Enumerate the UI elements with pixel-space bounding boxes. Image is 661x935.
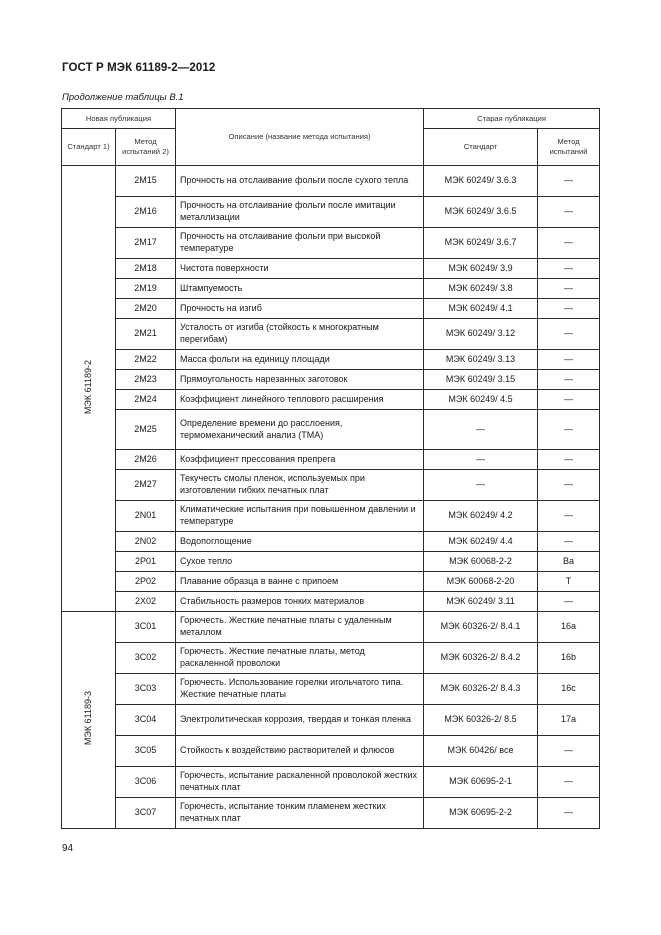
new-publication-header: Новая публикация [62, 109, 176, 129]
description-cell: Стойкость к воздействию растворителей и флюсов [176, 736, 424, 767]
old-standard-cell: МЭК 60326-2/ 8.4.3 [424, 674, 538, 705]
old-method-cell: 17a [538, 705, 600, 736]
description-cell: Горючесть. Использование горелки игольчатого типа. Жесткие печатные платы [176, 674, 424, 705]
method-code-cell: 2M27 [116, 470, 176, 501]
table-row [62, 259, 600, 279]
old-standard-cell: МЭК 60249/ 3.13 [424, 350, 538, 370]
old-method-cell: — [538, 736, 600, 767]
old-standard-cell: МЭК 60249/ 3.6.3 [424, 166, 538, 197]
table-caption: Продолжение таблицы В.1 [62, 92, 184, 103]
method-code-cell: 2M18 [116, 259, 176, 279]
method-code-cell: 3C01 [116, 612, 176, 643]
description-cell: Прочность на отслаивание фольги после имитации металлизации [176, 197, 424, 228]
standard-header: Стандарт 1) [62, 129, 116, 166]
old-standard-cell: МЭК 60249/ 3.6.7 [424, 228, 538, 259]
old-standard-cell: МЭК 60695-2-1 [424, 767, 538, 798]
table-row [62, 592, 600, 612]
method-code-cell: 2M16 [116, 197, 176, 228]
table-row [62, 612, 600, 643]
description-cell: Определение времени до расслоения, термомеханический анализ (ТМА) [176, 410, 424, 450]
table-row [62, 643, 600, 674]
method-code-cell: 2M21 [116, 319, 176, 350]
method-header: Метод испытаний 2) [116, 129, 176, 166]
table-row [62, 370, 600, 390]
table-row [62, 299, 600, 319]
table-row [62, 166, 600, 197]
old-standard-cell: МЭК 60326-2/ 8.5 [424, 705, 538, 736]
table-body [62, 166, 600, 829]
group-standard-cell [62, 166, 116, 612]
old-method-cell: — [538, 197, 600, 228]
old-standard-header: Стандарт [424, 129, 538, 166]
table-header [62, 109, 600, 166]
old-standard-cell: МЭК 60695-2-2 [424, 798, 538, 829]
table-row [62, 470, 600, 501]
table-row [62, 501, 600, 532]
description-cell: Масса фольги на единицу площади [176, 350, 424, 370]
old-method-cell: — [538, 450, 600, 470]
description-cell: Горючесть. Жесткие печатные платы, метод раскаленной проволоки [176, 643, 424, 674]
page-number: 94 [62, 843, 74, 854]
old-method-cell: — [538, 798, 600, 829]
table-row [62, 736, 600, 767]
method-code-cell: 2P02 [116, 572, 176, 592]
old-method-cell: — [538, 767, 600, 798]
method-code-cell: 3C07 [116, 798, 176, 829]
old-method-cell: — [538, 532, 600, 552]
old-standard-cell: — [424, 450, 538, 470]
table-row [62, 279, 600, 299]
old-method-cell: Ba [538, 552, 600, 572]
description-cell: Прочность на изгиб [176, 299, 424, 319]
description-cell: Штампуемость [176, 279, 424, 299]
table-row [62, 572, 600, 592]
old-method-cell: — [538, 410, 600, 450]
table-row [62, 450, 600, 470]
table-row [62, 228, 600, 259]
table-row [62, 197, 600, 228]
table-row [62, 767, 600, 798]
method-code-cell: 2N01 [116, 501, 176, 532]
method-code-cell: 3C03 [116, 674, 176, 705]
old-method-cell: — [538, 390, 600, 410]
description-cell: Текучесть смолы пленок, используемых при изготовлении гибких печатных плат [176, 470, 424, 501]
table-row [62, 410, 600, 450]
method-code-cell: 3C04 [116, 705, 176, 736]
method-code-cell: 2M25 [116, 410, 176, 450]
old-method-cell: — [538, 592, 600, 612]
description-cell: Прямоугольность нарезанных заготовок [176, 370, 424, 390]
document-header: ГОСТ Р МЭК 61189-2—2012 [62, 62, 216, 74]
old-method-cell: — [538, 279, 600, 299]
description-cell: Коэффициент прессования препрега [176, 450, 424, 470]
old-method-cell: — [538, 166, 600, 197]
old-standard-cell: МЭК 60326-2/ 8.4.2 [424, 643, 538, 674]
table-row [62, 705, 600, 736]
method-code-cell: 3C06 [116, 767, 176, 798]
method-code-cell: 2M19 [116, 279, 176, 299]
description-cell: Горючесть, испытание раскаленной проволокой жестких печатных плат [176, 767, 424, 798]
description-cell: Коэффициент линейного теплового расширения [176, 390, 424, 410]
method-code-cell: 2N02 [116, 532, 176, 552]
description-cell: Стабильность размеров тонких материалов [176, 592, 424, 612]
old-method-cell: 16b [538, 643, 600, 674]
method-code-cell: 2M23 [116, 370, 176, 390]
description-cell: Прочность на отслаивание фольги при высокой температуре [176, 228, 424, 259]
table-row [62, 674, 600, 705]
old-method-cell: — [538, 350, 600, 370]
group-standard-label: МЭК 61189-2 [82, 359, 93, 414]
method-code-cell: 2P01 [116, 552, 176, 572]
group-standard-cell [62, 612, 116, 829]
table-row [62, 798, 600, 829]
old-standard-cell: МЭК 60249/ 3.8 [424, 279, 538, 299]
old-method-header: Метод испытаний [538, 129, 600, 166]
old-standard-cell: МЭК 60326-2/ 8.4.1 [424, 612, 538, 643]
old-method-cell: 16c [538, 674, 600, 705]
old-method-cell: — [538, 228, 600, 259]
old-method-cell: 16a [538, 612, 600, 643]
old-standard-cell: МЭК 60249/ 3.12 [424, 319, 538, 350]
old-method-cell: — [538, 319, 600, 350]
description-cell: Прочность на отслаивание фольги после сухого тепла [176, 166, 424, 197]
method-code-cell: 2M15 [116, 166, 176, 197]
method-code-cell: 3C05 [116, 736, 176, 767]
description-cell: Плавание образца в ванне с припоем [176, 572, 424, 592]
method-code-cell: 2M24 [116, 390, 176, 410]
old-standard-cell: — [424, 410, 538, 450]
method-code-cell: 2M22 [116, 350, 176, 370]
table-row [62, 532, 600, 552]
old-standard-cell: МЭК 60249/ 3.6.5 [424, 197, 538, 228]
old-standard-cell: МЭК 60249/ 3.15 [424, 370, 538, 390]
old-standard-cell: — [424, 470, 538, 501]
description-cell: Горючесть, испытание тонким пламенем жестких печатных плат [176, 798, 424, 829]
old-method-cell: T [538, 572, 600, 592]
old-standard-cell: МЭК 60249/ 4.2 [424, 501, 538, 532]
table-row [62, 390, 600, 410]
description-cell: Горючесть. Жесткие печатные платы с удаленным металлом [176, 612, 424, 643]
old-method-cell: — [538, 370, 600, 390]
old-publication-header: Старая публикация [424, 109, 600, 129]
old-standard-cell: МЭК 60249/ 3.9 [424, 259, 538, 279]
methods-table [61, 108, 600, 829]
table-row [62, 552, 600, 572]
method-code-cell: 3C02 [116, 643, 176, 674]
old-method-cell: — [538, 501, 600, 532]
old-standard-cell: МЭК 60068-2-2 [424, 552, 538, 572]
description-cell: Усталость от изгиба (стойкость к многократным перегибам) [176, 319, 424, 350]
description-cell: Климатические испытания при повышенном давлении и температуре [176, 501, 424, 532]
description-cell: Электролитическая коррозия, твердая и тонкая пленка [176, 705, 424, 736]
old-standard-cell: МЭК 60249/ 4.1 [424, 299, 538, 319]
description-cell: Чистота поверхности [176, 259, 424, 279]
description-header: Описание (название метода испытания) [176, 109, 424, 166]
method-code-cell: 2M26 [116, 450, 176, 470]
old-method-cell: — [538, 299, 600, 319]
method-code-cell: 2M20 [116, 299, 176, 319]
method-code-cell: 2X02 [116, 592, 176, 612]
old-method-cell: — [538, 259, 600, 279]
description-cell: Сухое тепло [176, 552, 424, 572]
description-cell: Водопоглощение [176, 532, 424, 552]
old-standard-cell: МЭК 60068-2-20 [424, 572, 538, 592]
old-standard-cell: МЭК 60426/ все [424, 736, 538, 767]
old-method-cell: — [538, 470, 600, 501]
old-standard-cell: МЭК 60249/ 4.4 [424, 532, 538, 552]
table-row [62, 350, 600, 370]
old-standard-cell: МЭК 60249/ 4.5 [424, 390, 538, 410]
old-standard-cell: МЭК 60249/ 3.11 [424, 592, 538, 612]
method-code-cell: 2M17 [116, 228, 176, 259]
table-row [62, 319, 600, 350]
group-standard-label: МЭК 61189-3 [82, 691, 93, 746]
